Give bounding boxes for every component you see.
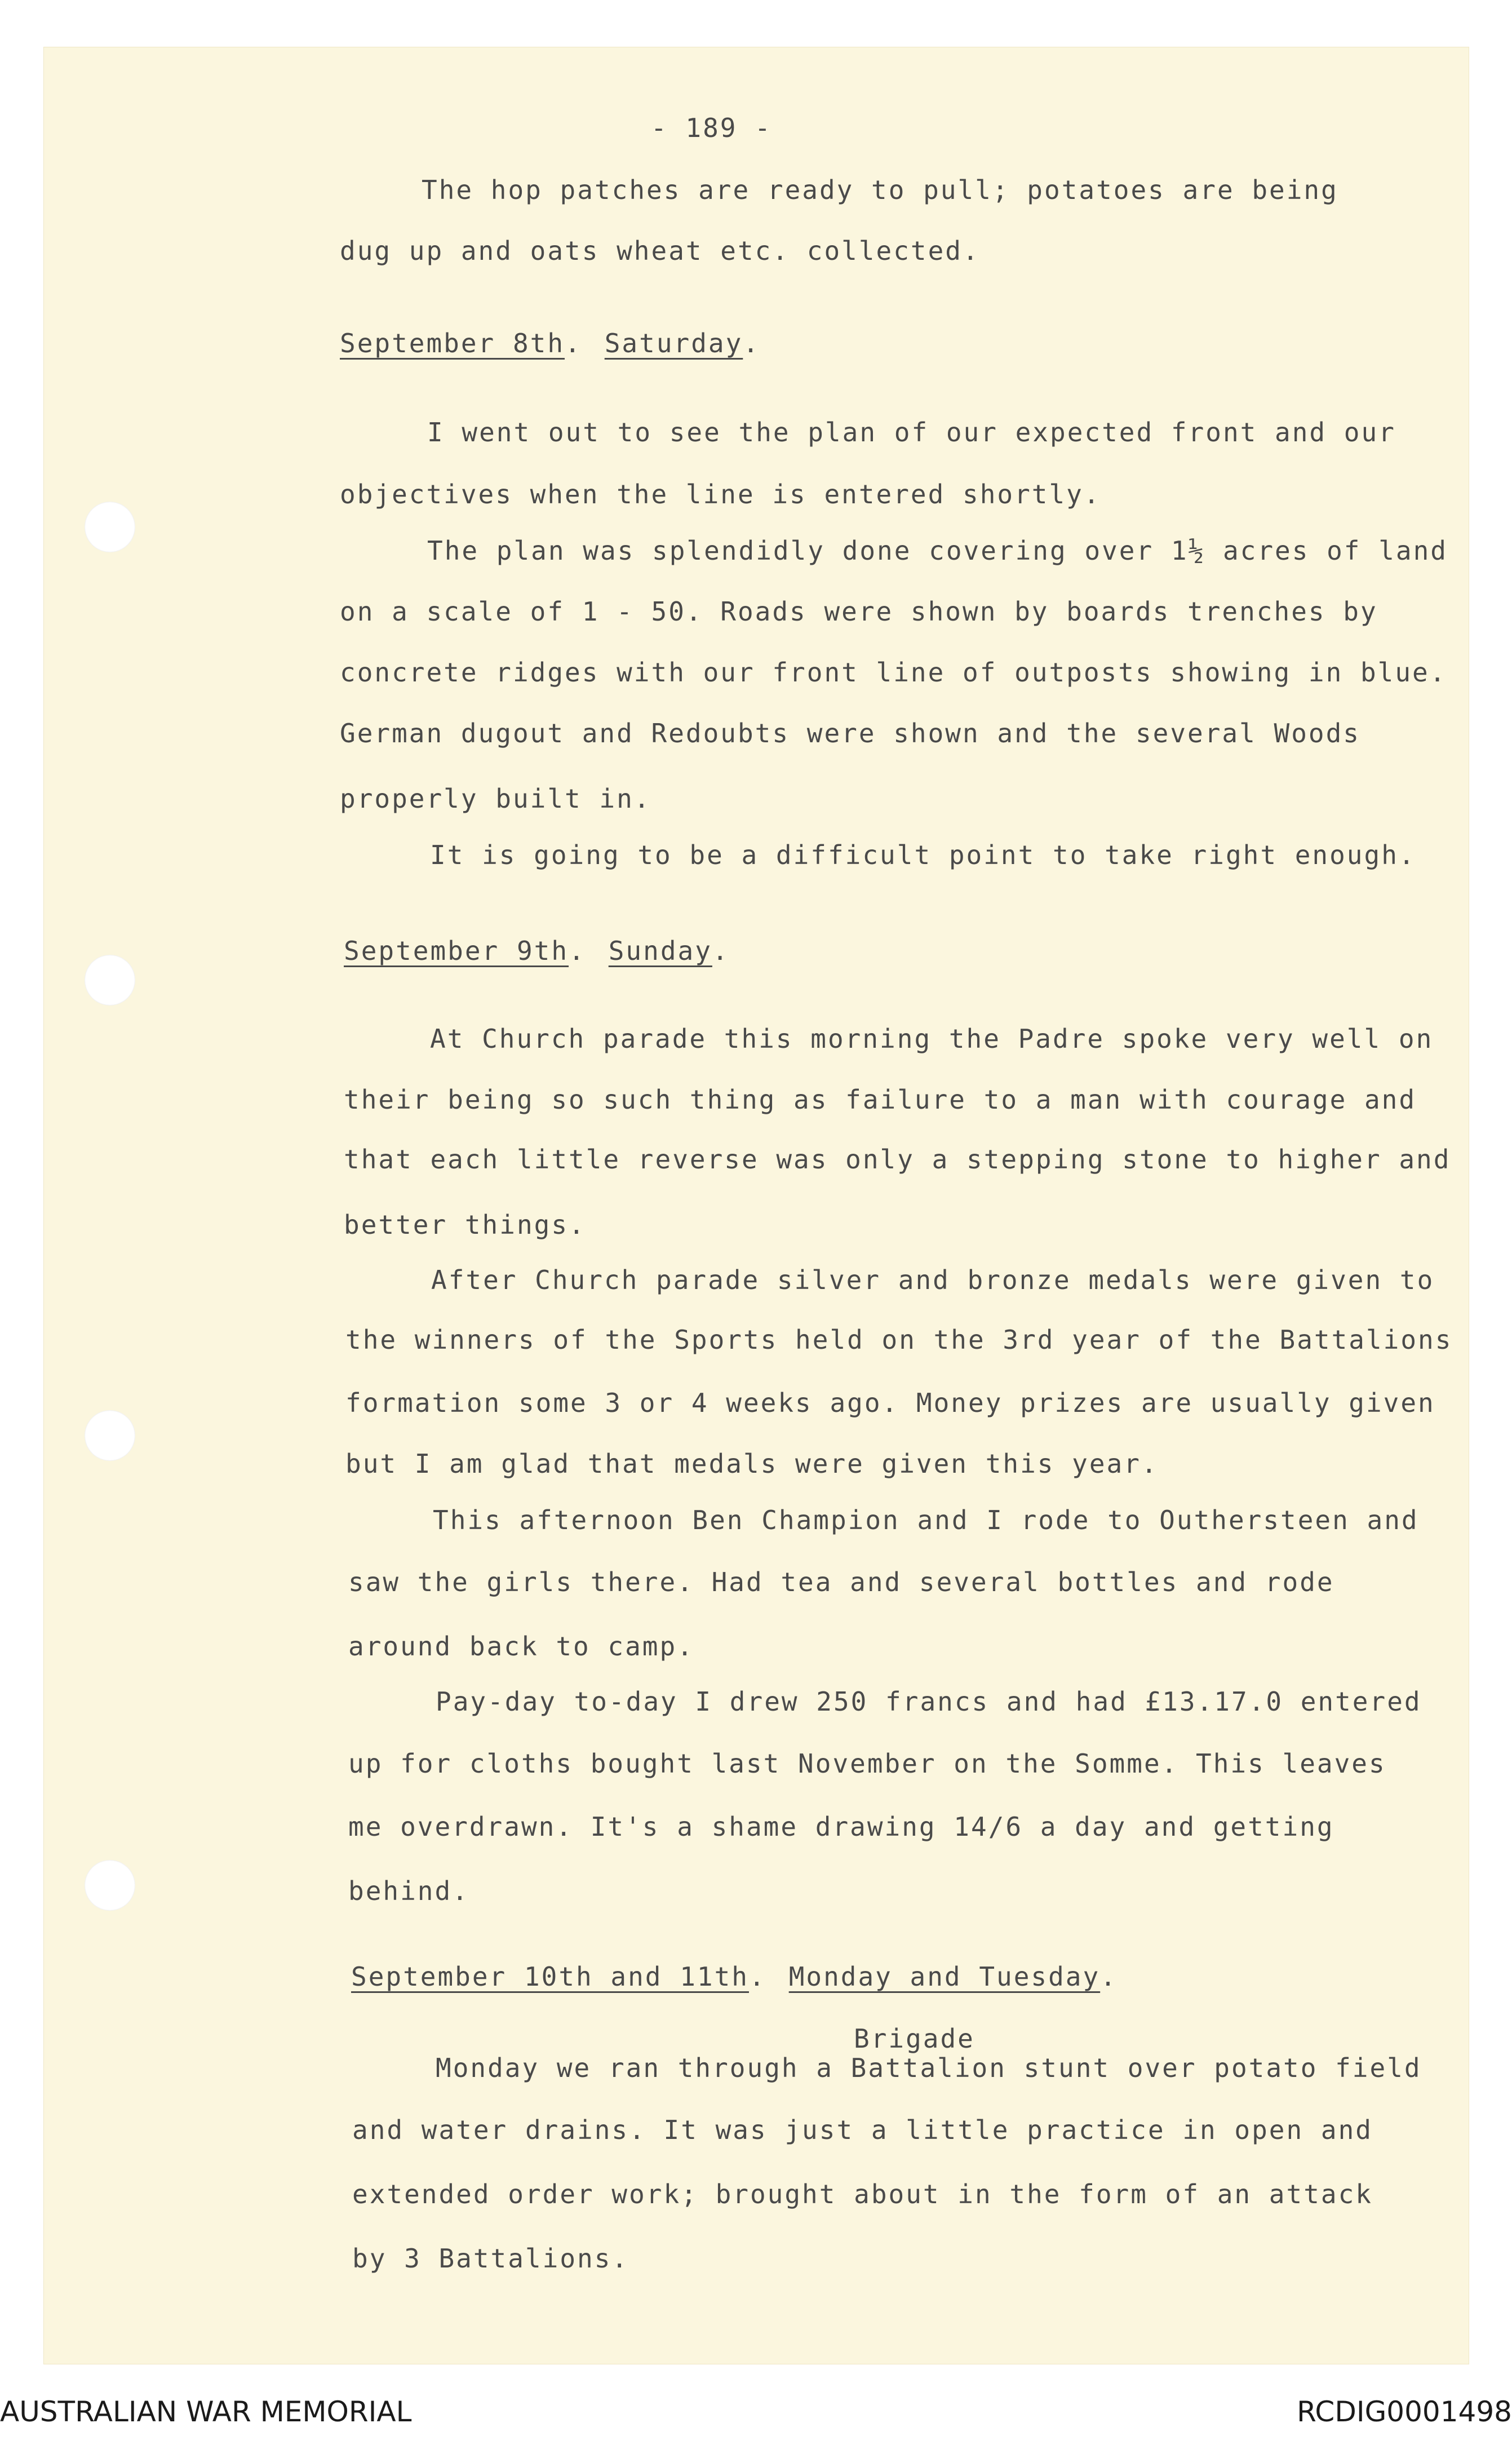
page-number: - 189 - xyxy=(651,113,772,143)
text-line: the winners of the Sports held on the 3rd year of the Battalions xyxy=(345,1325,1453,1355)
text-line: that each little reverse was only a stepping stone to higher and xyxy=(344,1144,1451,1175)
text-line: on a scale of 1 - 50. Roads were shown by boards trenches by xyxy=(340,596,1378,627)
text-line: concrete ridges with our front line of outposts showing in blue. xyxy=(340,657,1447,688)
punch-hole xyxy=(85,1860,135,1911)
entry-day: Saturday xyxy=(604,328,743,358)
entry-date: September 9th xyxy=(344,936,569,966)
heading-dot: . xyxy=(1100,1961,1118,1992)
text-line: At Church parade this morning the Padre spoke very well on xyxy=(430,1024,1434,1054)
text-line: by 3 Battalions. xyxy=(352,2243,629,2274)
footer-id: RCDIG0001498 xyxy=(1297,2395,1512,2428)
heading-dot: . xyxy=(565,328,582,358)
text-line: After Church parade silver and bronze medals were given to xyxy=(431,1265,1435,1295)
text-line: me overdrawn. It's a shame drawing 14/6 a day and getting xyxy=(348,1811,1334,1842)
text-line: up for cloths bought last November on the Somme. This leaves xyxy=(348,1748,1386,1779)
text-line: properly built in. xyxy=(340,783,651,814)
text-line: dug up and oats wheat etc. collected. xyxy=(340,236,980,266)
entry-day: Sunday xyxy=(608,936,712,966)
heading-dot: . xyxy=(712,936,730,966)
heading-dot: . xyxy=(743,328,760,358)
text-line: The plan was splendidly done covering over 1½ acres of land xyxy=(427,535,1448,566)
entry-heading xyxy=(340,328,760,358)
entry-heading xyxy=(351,1961,1118,1992)
text-line: I went out to see the plan of our expected front and our xyxy=(427,417,1396,448)
footer-source: AUSTRALIAN WAR MEMORIAL xyxy=(0,2395,412,2428)
text-line: and water drains. It was just a little practice in open and xyxy=(352,2115,1373,2145)
text-line: The hop patches are ready to pull; potatoes are being xyxy=(422,175,1338,205)
paper-sheet xyxy=(44,47,1469,2364)
text-line: around back to camp. xyxy=(348,1631,694,1662)
entry-date: September 8th xyxy=(340,328,565,358)
text-line: extended order work; brought about in the form of an attack xyxy=(352,2179,1373,2209)
text-line: It is going to be a difficult point to take right enough. xyxy=(430,840,1416,870)
text-line: formation some 3 or 4 weeks ago. Money prizes are usually given xyxy=(345,1388,1435,1418)
text-line: objectives when the line is entered shortly. xyxy=(340,479,1101,510)
text-line: better things. xyxy=(344,1210,586,1240)
text-line: saw the girls there. Had tea and several bottles and rode xyxy=(348,1567,1334,1597)
entry-date: September 10th and 11th xyxy=(351,1961,749,1992)
heading-dot: . xyxy=(748,1961,766,1992)
text-line: their being so such thing as failure to a man with courage and xyxy=(344,1084,1417,1115)
text-line: This afternoon Ben Champion and I rode to Outhersteen and xyxy=(433,1505,1419,1535)
punch-hole xyxy=(85,502,135,552)
interlinear-insertion: Brigade xyxy=(854,2023,975,2054)
text-line: but I am glad that medals were given this year. xyxy=(345,1449,1159,1479)
text-line: Monday we ran through a Battalion stunt over potato field xyxy=(436,2053,1422,2083)
text-line: behind. xyxy=(348,1876,469,1906)
entry-heading xyxy=(344,936,730,966)
text-line: German dugout and Redoubts were shown and the several Woods xyxy=(340,718,1360,748)
heading-dot: . xyxy=(569,936,586,966)
text-line: Pay-day to-day I drew 250 francs and had £13.17.0 entered xyxy=(436,1686,1422,1717)
punch-hole xyxy=(85,955,135,1006)
entry-day: Monday and Tuesday xyxy=(788,1961,1101,1992)
punch-hole xyxy=(85,1410,135,1461)
